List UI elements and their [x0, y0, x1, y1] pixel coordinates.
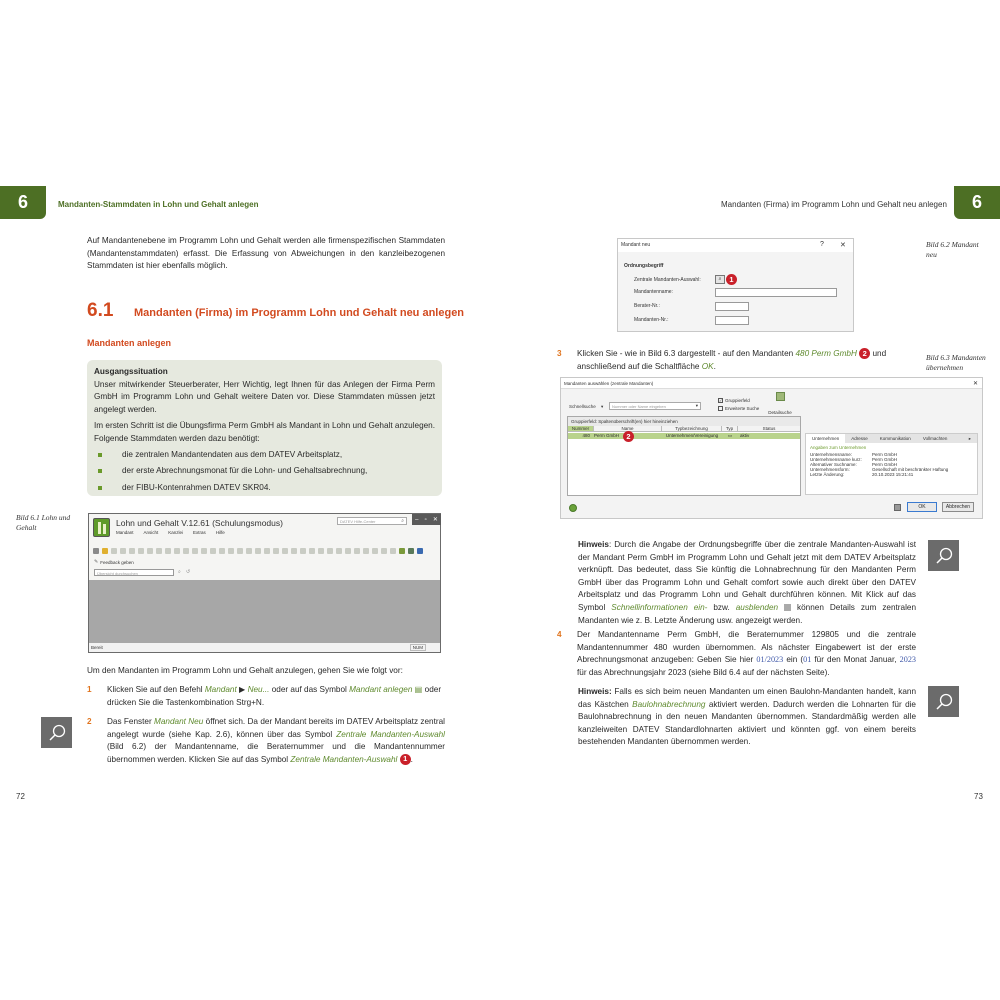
step-number: 3: [557, 349, 562, 358]
quicksearch-input[interactable]: Nummer oder Name eingeben ▾: [609, 402, 701, 410]
checkbox-icon: [718, 406, 723, 411]
column-header-name[interactable]: Name: [594, 426, 662, 431]
grid-header: [568, 426, 800, 432]
callout-badge-2: 2: [859, 348, 870, 359]
callout-badge-1: 1: [400, 754, 411, 765]
chevron-down-icon: ▾: [695, 403, 698, 408]
toolbar-icon[interactable]: [399, 548, 405, 554]
mandant-anlegen-icon: ▤: [412, 685, 423, 694]
toolbar-icon[interactable]: [345, 548, 351, 554]
maximize-icon[interactable]: ▫: [424, 516, 427, 523]
box-para2: Im ersten Schritt ist die Übungsfirma Perm GmbH als Mandant in Lohn und Gehalt anzulegen. Folgende Stammdaten werden dazu benötigt:: [94, 421, 435, 443]
column-header-nummer[interactable]: Nummer: [568, 426, 594, 431]
figure1-caption: Bild 6.1 Lohn und Gehalt: [16, 513, 71, 532]
info-row: Alternativer Suchname: Perm GmbH: [810, 462, 898, 467]
info-header: Angaben zum Unternehmen: [810, 445, 867, 450]
toolbar-icon[interactable]: [264, 548, 270, 554]
chapter-tab-right: [954, 186, 1000, 219]
callout-badge-2: 2: [623, 431, 634, 442]
menu-hilfe[interactable]: Hilfe: [215, 530, 225, 535]
page-number-left: 72: [16, 792, 25, 801]
situation-box: [87, 360, 442, 496]
info-panel: [805, 433, 978, 495]
toolbar-icon[interactable]: [192, 548, 198, 554]
running-head-left: Mandanten-Stammdaten in Lohn und Gehalt anlegen: [58, 200, 259, 209]
tab-kommunikation[interactable]: Kommunikation: [879, 436, 911, 441]
toolbar-icon[interactable]: [111, 548, 117, 554]
dialog-titlebar: [618, 239, 853, 252]
toolbar-icon[interactable]: [309, 548, 315, 554]
info-tabs: [806, 434, 977, 443]
lead-in-text: Um den Mandanten im Programm Lohn und Gehalt anzulegen, gehen Sie wie folgt vor:: [87, 666, 403, 675]
workspace-area: [89, 580, 440, 643]
toolbar-icon[interactable]: [255, 548, 261, 554]
status-num: NUM: [410, 644, 426, 651]
figure3-caption: Bild 6.3 Mandanten übernehmen: [926, 353, 986, 372]
help-search-input[interactable]: DATEV Hilfe-Center ⌕: [337, 517, 407, 525]
toolbar-icon[interactable]: [228, 548, 234, 554]
toolbar-icon[interactable]: [183, 548, 189, 554]
menu-extras[interactable]: Extras: [193, 530, 206, 535]
search-icon: ⌕: [401, 518, 404, 524]
overview-search-input[interactable]: Übersicht durchsuchen: [94, 569, 174, 576]
bullet-square-icon: [98, 469, 102, 473]
bullet-item: die zentralen Mandantendaten aus dem DATEV Arbeitsplatz,: [94, 449, 435, 462]
section-title: Mandanten (Firma) im Programm Lohn und Gehalt neu anlegen: [134, 307, 465, 319]
chapter-number: 6: [971, 192, 982, 212]
toolbar-icon[interactable]: [363, 548, 369, 554]
menu-mandant[interactable]: Mandant: [116, 530, 134, 535]
toolbar-icon[interactable]: [282, 548, 288, 554]
toolbar-icon[interactable]: [138, 548, 144, 554]
toolbar-icon[interactable]: [210, 548, 216, 554]
toolbar-icon[interactable]: [165, 548, 171, 554]
section-number: 6.1: [87, 300, 114, 321]
central-selection-button[interactable]: ⌕: [715, 275, 725, 284]
status-bar: [89, 643, 440, 652]
detail-search-button[interactable]: Detailsuche: [768, 392, 792, 419]
quick-info-toggle-icon[interactable]: [894, 504, 901, 511]
step-4: 4 Der Mandantenname Perm GmbH, die Beraternummer 129805 und die zentrale Mandantennummer 480 wurden übernommen. Als nächster Eingabewert ist der erste Abrechnungsmonat anzugeben: Geben Sie hier 01/2023 ein (01 für den Monat Januar, 2023 für das Abrechnungsjahr 2023 (siehe Bild 6.4 auf der nächsten Seite).: [557, 629, 916, 679]
window-controls: [412, 514, 441, 525]
search-icon[interactable]: ⌕: [178, 569, 181, 575]
chevron-down-icon[interactable]: ▾: [601, 404, 604, 409]
toolbar-icon[interactable]: [372, 548, 378, 554]
running-head-right: Mandanten (Firma) im Programm Lohn und Gehalt neu anlegen: [721, 200, 947, 209]
step-number: 4: [557, 630, 562, 639]
type-icon: ▭: [727, 433, 733, 438]
window-title: Lohn und Gehalt V.12.61 (Schulungsmodus): [116, 518, 283, 528]
quicksearch-label: Schnellsuche: [569, 404, 596, 409]
menu-bar: [116, 530, 235, 535]
chevron-right-icon[interactable]: ▸: [968, 436, 971, 441]
cancel-button[interactable]: Abbrechen: [942, 502, 974, 512]
info-row: Unternehmensname: Perm GmbH: [810, 452, 898, 457]
detail-search-icon: [776, 392, 785, 401]
feedback-icon: ✎: [94, 559, 99, 565]
info-list: [806, 452, 977, 477]
chapter-number: 6: [17, 192, 28, 212]
info-row: Unternehmensname kurz: Perm GmbH: [810, 457, 898, 462]
toolbar: [93, 547, 433, 555]
toolbar-icon[interactable]: [129, 548, 135, 554]
toolbar-icon[interactable]: [201, 548, 207, 554]
bullet-square-icon: [98, 453, 102, 457]
toolbar-icon[interactable]: [120, 548, 126, 554]
feedback-button[interactable]: ✎ Feedback geben: [94, 559, 134, 565]
toolbar-icon[interactable]: [147, 548, 153, 554]
bullet-square-icon: [98, 486, 102, 490]
toolbar-icon[interactable]: [291, 548, 297, 554]
toolbar-icon[interactable]: [300, 548, 306, 554]
bullet-item: der FIBU-Kontenrahmen DATEV SKR04.: [94, 482, 435, 495]
refresh-icon[interactable]: [569, 504, 577, 512]
close-icon[interactable]: ✕: [432, 517, 438, 523]
column-header-status[interactable]: Status: [762, 426, 776, 431]
tab-unternehmen[interactable]: Unternehmen: [806, 434, 845, 443]
toolbar-icon[interactable]: [390, 548, 396, 554]
help-button[interactable]: ?: [820, 241, 824, 248]
chapter-tab-left: [0, 186, 46, 219]
field-label: Mandantenname:: [634, 289, 673, 295]
info-row: Unternehmensform: Gesellschaft mit beschränkter Haftung: [810, 467, 949, 472]
figure2-caption: Bild 6.2 Mandant neu: [926, 240, 979, 259]
toolbar-icon[interactable]: [273, 548, 279, 554]
field-label: Berater-Nr.:: [634, 303, 660, 309]
callout-badge-1: 1: [726, 274, 737, 285]
bullet-item: der erste Abrechnungsmonat für die Lohn- und Gehaltsabrechnung,: [94, 465, 435, 478]
page-number-right: 73: [974, 792, 983, 801]
toolbar-icon[interactable]: [336, 548, 342, 554]
menu-kanzlei[interactable]: Kanzlei: [168, 530, 184, 535]
dialog-title: Mandant neu: [621, 242, 651, 248]
tab-vollmachten[interactable]: Vollmachten: [922, 436, 948, 441]
dialog-titlebar: [561, 378, 982, 389]
column-header-typbezeichnung[interactable]: Typbezeichnung: [662, 426, 722, 431]
info-row: Letzte Änderung: 20.10.2023 15:21:41: [810, 472, 914, 477]
hint-1: Hinweis: Durch die Angabe der Ordnungsbegriffe über die zentrale Mandanten-Auswahl ist der Mandant Perm GmbH im Programm Lohn und Gehalt jetzt mit dem DATEV Arbeitsplatz verknüpft. Das bedeutet, dass Sie künftig die Lohnabrechnung für den Mandanten Perm GmbH über das Programm Lohn und Gehalt comfort sowie auch direkt über den DATEV Arbeitsplatz und das Programm Lohn und Gehalt durchführen können. Mit Klick auf das Symbol Schnellinformationen ein- bzw. ausblenden können Details zum zentralen Mandanten wie z. B. Letzte Änderung usw. angezeigt werden.: [578, 540, 916, 625]
field-label: Mandanten-Nr.:: [634, 317, 669, 323]
minimize-icon[interactable]: –: [415, 516, 419, 523]
toolbar-icon[interactable]: [237, 548, 243, 554]
step-1: 1 Klicken Sie auf den Befehl Mandant ▶ Neu... oder auf das Symbol Mandant anlegen ▤ oder drücken Sie die Tastenkombination Strg+N.: [87, 684, 445, 709]
toolbar-icon[interactable]: [156, 548, 162, 554]
magnifier-icon: [41, 717, 72, 748]
toolbar-icon[interactable]: [174, 548, 180, 554]
box-title: Ausgangssituation: [94, 367, 168, 376]
toolbar-icon[interactable]: [417, 548, 423, 554]
group-label: Ordnungsbegriff: [624, 263, 664, 269]
table-row[interactable]: 480 Perm GmbH Unternehmen/Vereinigung ▭ aktiv: [568, 433, 800, 439]
toolbar-icon[interactable]: [354, 548, 360, 554]
step-3: 3 Klicken Sie - wie in Bild 6.3 dargestellt - auf den Mandanten 480 Perm GmbH 2 und anschließend auf die Schaltfläche OK.: [557, 348, 917, 373]
new-mandant-icon[interactable]: [93, 548, 99, 554]
app-logo-icon: [93, 518, 110, 537]
berater-nr-input[interactable]: [715, 302, 749, 311]
toolbar-icon[interactable]: [327, 548, 333, 554]
toolbar-icon[interactable]: [219, 548, 225, 554]
subheading: Mandanten anlegen: [87, 338, 172, 348]
extended-search-checkbox[interactable]: Erweiterte Suche: [718, 406, 759, 411]
mandanten-nr-input[interactable]: [715, 316, 749, 325]
toolbar-icon[interactable]: [318, 548, 324, 554]
column-header-typ[interactable]: Typ: [722, 426, 738, 431]
hint-2: Hinweis: Falls es sich beim neuen Mandanten um einen Baulohn-Mandanten handelt, kann das Kästchen Baulohnabrechnung aktiviert werden. Dadurch werden die Lohnarten für die Baulohnabrechnung in den neuen Mandanten übernommen. Standardmäßig werden alle kanzleiweiten DATEV Standardlohnarten aktiviert und könnten ggf. von einem bereits bestehenden Mandanten übernommen werden.: [578, 687, 916, 747]
reset-icon[interactable]: ↺: [186, 569, 191, 575]
status-text: Bereit: [91, 645, 103, 650]
section-heading: [87, 300, 464, 322]
dialog-title: Mandanten auswählen (zentrale Mandanten): [564, 381, 654, 386]
app-window: [88, 513, 441, 653]
mandanten-grid: [567, 416, 801, 496]
mandantenname-input[interactable]: [715, 288, 837, 297]
mandant-neu-dialog: [617, 238, 854, 332]
mandanten-auswaehlen-dialog: [560, 377, 983, 519]
group-hint: Gruppierfeld: Spaltenüberschrift(en) hier hineinziehen: [568, 417, 800, 426]
box-para1: Unser mitwirkender Steuerberater, Herr Wichtig, legt Ihnen für das Anlegen der Firma Perm GmbH im Programm Lohn und Gehalt weitere Daten vor. Diese Stammdaten müssen jetzt angelegt werden.: [94, 379, 435, 414]
open-icon[interactable]: [102, 548, 108, 554]
toolbar-icon[interactable]: [381, 548, 387, 554]
checkbox-checked-icon: ✓: [719, 398, 723, 403]
toolbar-icon[interactable]: [408, 548, 414, 554]
step-2: 2 Das Fenster Mandant Neu öffnet sich. Da der Mandant bereits im DATEV Arbeitsplatz zentral angelegt wurde (siehe Kap. 2.6), können über das Symbol Zentrale Mandanten-Auswahl (Bild 6.2) der Mandantenname, die Beraternummer und die Mandantennummer übernommen werden. Klicken Sie auf das Symbol Zentrale Mandanten-Auswahl 1 .: [87, 716, 445, 766]
magnifier-icon: [928, 686, 959, 717]
step-number: 1: [87, 685, 92, 694]
field-label: Zentrale Mandanten-Auswahl:: [634, 277, 701, 283]
menu-ansicht[interactable]: Ansicht: [143, 530, 159, 535]
toolbar-icon[interactable]: [246, 548, 252, 554]
close-button[interactable]: ✕: [972, 381, 978, 387]
tab-adresse[interactable]: Adresse: [851, 436, 868, 441]
close-button[interactable]: ✕: [840, 242, 846, 249]
intro-paragraph: Auf Mandantenebene im Programm Lohn und Gehalt werden alle firmenspezifischen Stammdaten (Mandantenstammdaten) erfasst. Die Erfassung von Abweichungen in den kanzleibezogenen Stammdaten ist hier ebenfalls möglich.: [87, 236, 445, 271]
group-field-checkbox[interactable]: ✓ Gruppierfeld: [719, 398, 750, 403]
step-number: 2: [87, 717, 92, 726]
quick-info-icon: [784, 604, 791, 611]
magnifier-icon: [928, 540, 959, 571]
ok-button[interactable]: OK: [907, 502, 937, 512]
